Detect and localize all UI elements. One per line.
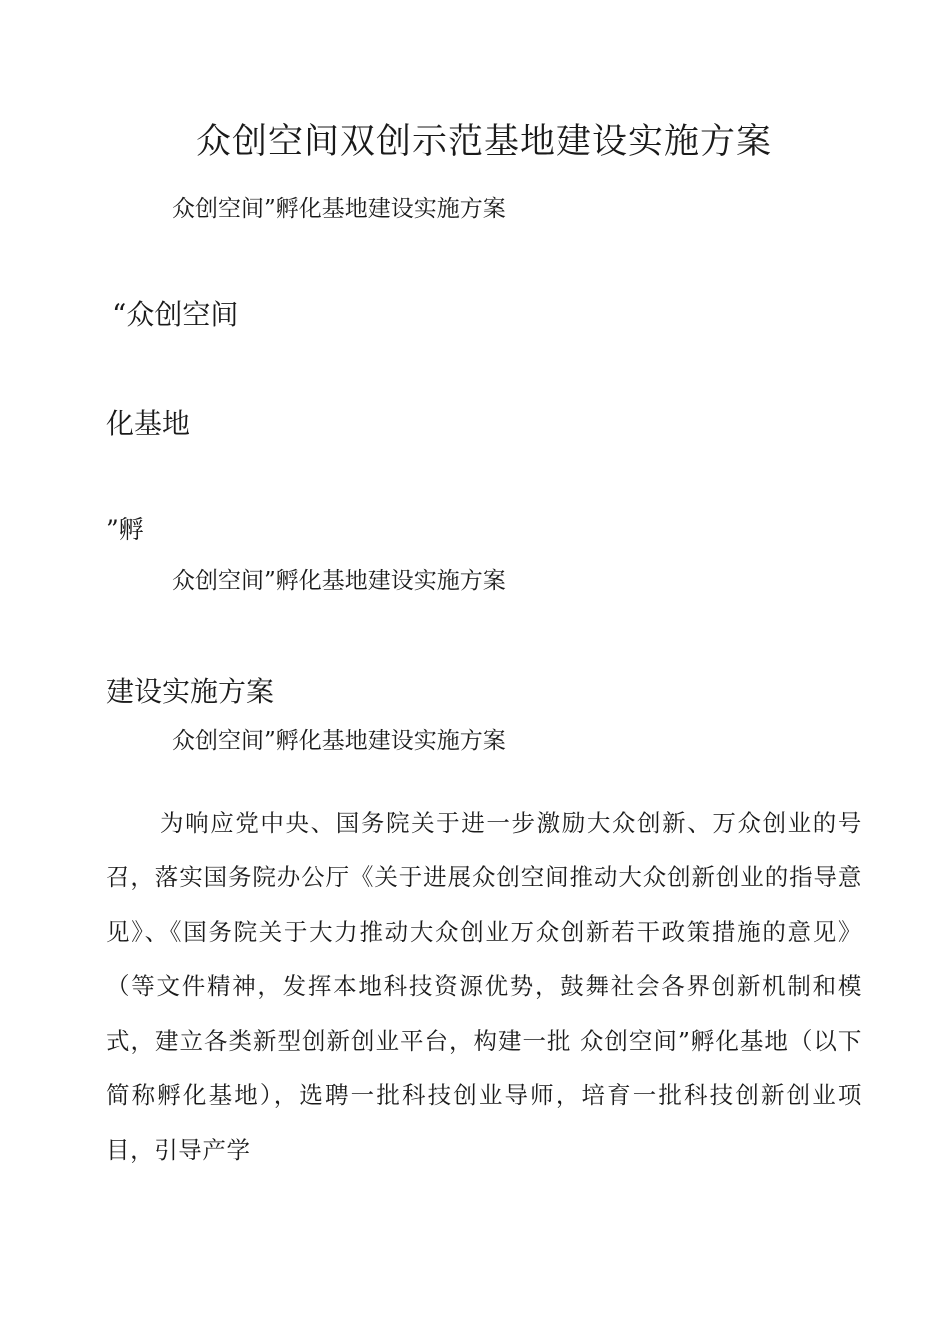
- document-subtitle: 众创空间”孵化基地建设实施方案: [172, 728, 506, 754]
- document-subtitle: 众创空间”孵化基地建设实施方案: [172, 196, 506, 222]
- section-heading: 建设实施方案: [106, 675, 275, 708]
- body-paragraph: 为响应党中央、国务院关于进一步激励大众创新、万众创业的号召，落实国务院办公厅《关于进展众创空间推动大众创新创业的指导意见》、《国务院关于大力推动大众创业万众创新若干政策措施的意见》（等文件精神，发挥本地科技资源优势，鼓舞社会各界创新机制和模式，建立各类新型创新创业平台，构建一批 众创空间”孵化基地（以下简称孵化基地），选聘一批科技创业导师，培育一批科技创新创业项目，引导产学: [106, 808, 862, 1164]
- document-subtitle: 众创空间”孵化基地建设实施方案: [172, 568, 506, 594]
- text-fragment: “众创空间: [112, 298, 239, 331]
- text-fragment: ”孵: [106, 515, 144, 544]
- document-title: 众创空间双创示范基地建设实施方案: [195, 122, 772, 162]
- text-fragment: 化基地: [106, 407, 191, 440]
